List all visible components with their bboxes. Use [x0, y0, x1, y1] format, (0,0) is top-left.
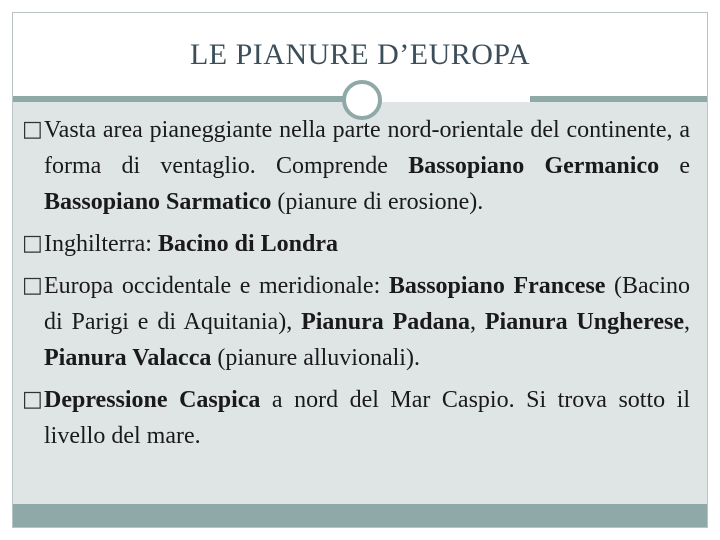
bullet-text: Europa occidentale e meridionale:	[44, 273, 389, 299]
bullet-bold-text: Bassopiano Francese	[388, 273, 606, 299]
bullet-item-vasta-area	[22, 112, 690, 220]
bullet-marker-icon: □	[22, 231, 43, 256]
bullet-item-depressione-caspica	[22, 382, 690, 454]
bullet-text: ,	[470, 309, 485, 335]
bullet-bold-text: Bassopiano Germanico	[408, 153, 660, 179]
bullet-text: (pianure alluvionali).	[211, 345, 420, 371]
bullet-bold-text: Depressione Caspica	[44, 387, 261, 413]
bullet-marker-icon: □	[22, 273, 43, 298]
bullet-text: Inghilterra:	[44, 231, 158, 257]
bullet-bold-text: Pianura Valacca	[44, 345, 212, 371]
bullet-text: (Bacino di Parigi e di Aquitania),	[44, 273, 690, 335]
bullet-text: ,	[684, 309, 690, 335]
bullet-text: e	[659, 153, 690, 179]
bullet-bold-text: Pianura Ungherese	[484, 309, 684, 335]
slide-title: LE PIANURE D’EUROPA	[189, 38, 531, 71]
bullet-bold-text: Bacino di Londra	[157, 231, 338, 257]
footer-bar	[13, 504, 707, 527]
bullet-bold-text: Pianura Padana	[301, 309, 470, 335]
bullet-marker-icon: □	[22, 387, 43, 412]
bullet-item-inghilterra	[22, 226, 690, 262]
bullet-marker-icon: □	[22, 117, 43, 142]
bullet-item-europa-occidentale	[22, 268, 690, 376]
bullet-text: (pianure di erosione).	[271, 189, 484, 215]
bullet-text: a nord del Mar Caspio. Si trova sotto il livello del mare.	[44, 387, 690, 449]
bullet-list	[22, 112, 690, 460]
bullet-text: Vasta area pianeggiante nella parte nord-orientale del continente, a forma di ventaglio. Comprende	[44, 117, 690, 179]
bullet-bold-text: Bassopiano Sarmatico	[44, 189, 272, 215]
